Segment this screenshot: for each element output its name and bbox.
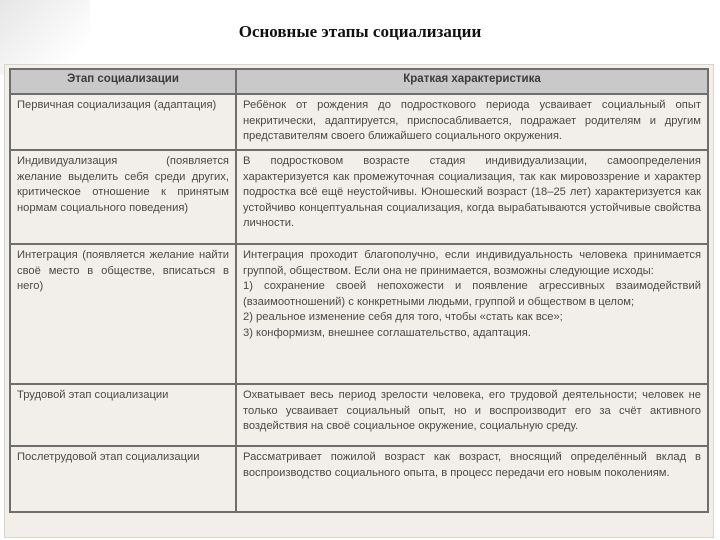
page-title: Основные этапы социализации: [238, 22, 482, 41]
description-cell: Интеграция проходит благополучно, если индивидуальность человека принимается группой, обществом. Если она не принимается, возможны следующие исходы: 1) сохранение своей непохожести и появление агрессивных взаимодействий (взаимоотношений) с конкретными людьми, группой и обществом в целом; 2) реальное изменение себя для того, чтобы «стать как все»; 3) конформизм, внешнее соглашательство, адаптация.: [236, 244, 708, 384]
header-description: Краткая характеристика: [236, 69, 708, 94]
description-cell: Охватывает весь период зрелости человека, его трудовой деятельности; человек не только усваивает социальный опыт, но и воспроизводит его за счёт активного воздействия на своё социальное окружение, социальную среду.: [236, 384, 708, 446]
table-row: [10, 150, 708, 244]
stage-cell: Первичная социализация (адаптация): [10, 94, 236, 150]
table-row: [10, 244, 708, 384]
header-stage: Этап социализации: [10, 69, 236, 94]
stage-cell: Послетрудовой этап социализации: [10, 446, 236, 512]
table-row: [10, 446, 708, 512]
table-row: [10, 384, 708, 446]
stage-cell: Интеграция (появляется желание найти своё место в обществе, вписаться в него): [10, 244, 236, 384]
stage-cell: Трудовой этап социализации: [10, 384, 236, 446]
description-cell: Ребёнок от рождения до подросткового периода усваивает социальный опыт некритически, адаптируется, приспосабливается, подражает родителям и другим представителям своего ближайшего социального окружения.: [236, 94, 708, 150]
description-cell: В подростковом возрасте стадия индивидуализации, самоопределения характеризуется как промежуточная социализация, так как мировоззрение и характер подростка всё ещё неустойчивы. Юношеский возраст (18–25 лет) характеризуется как устойчиво концептуальная социализация, когда вырабатываются устойчивые свойства личности.: [236, 150, 708, 244]
description-cell: Рассматривает пожилой возраст как возраст, вносящий определённый вклад в воспроизводство социального опыта, в процесс передачи его новым поколениям.: [236, 446, 708, 512]
table-header-row: [10, 69, 708, 94]
stage-cell: Индивидуализация (появляется желание выделить себя среди других, критическое отношение к принятым нормам социального поведения): [10, 150, 236, 244]
socialization-stages-table: [9, 68, 709, 513]
scanned-table-image: [4, 64, 714, 538]
table-row: [10, 94, 708, 150]
